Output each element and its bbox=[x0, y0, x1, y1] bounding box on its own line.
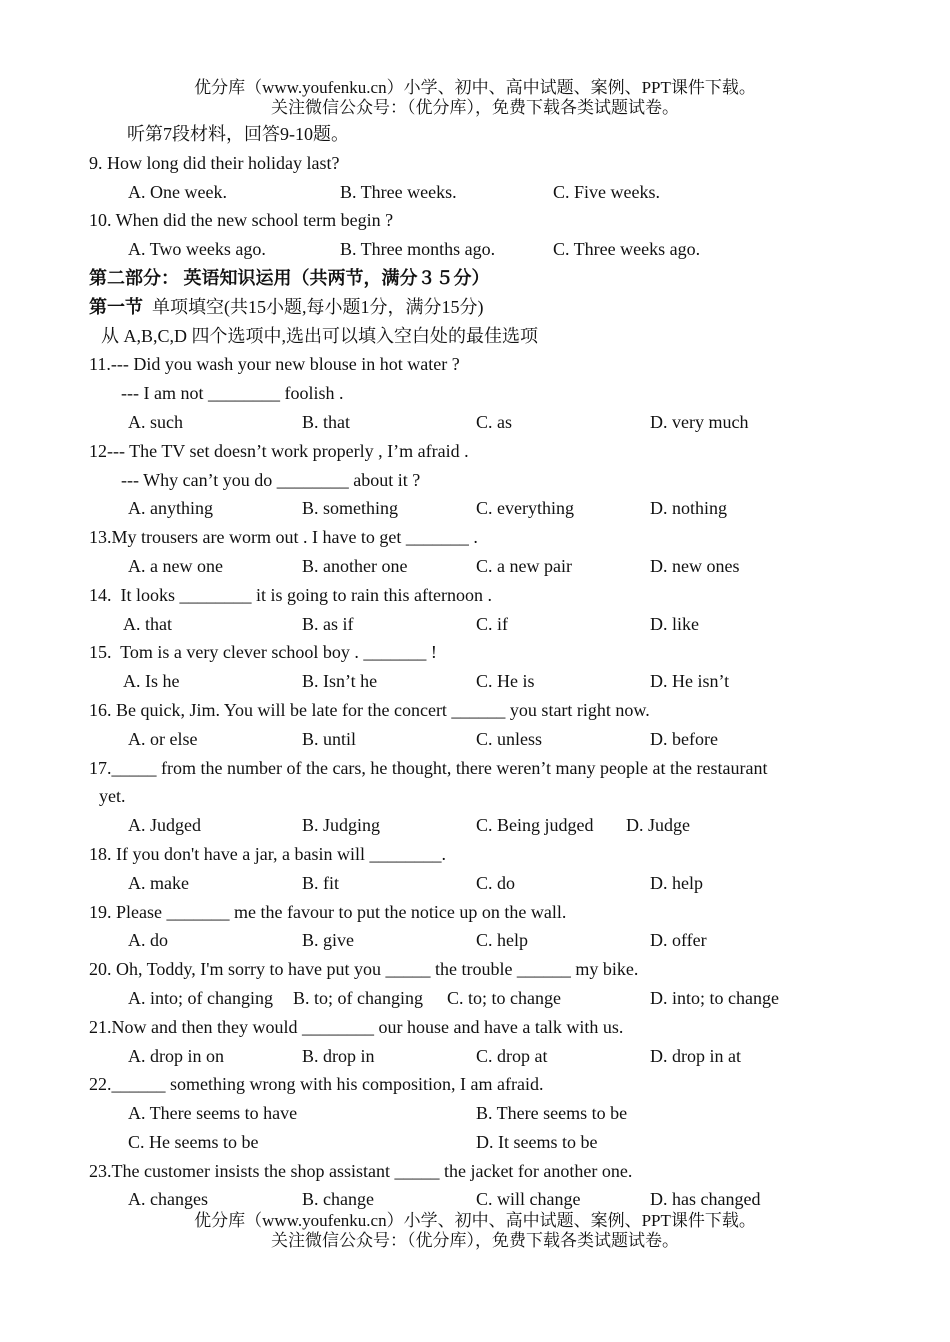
section-instruction: 从 A,B,C,D 四个选项中,选出可以填入空白处的最佳选项 bbox=[101, 325, 539, 346]
question-20-options bbox=[89, 984, 829, 1013]
q15-option-d: D. He isn’t bbox=[650, 671, 730, 692]
question-23-stem: 23.The customer insists the shop assistant _____ the jacket for another one. bbox=[89, 1160, 633, 1181]
question-17-stem-2: yet. bbox=[99, 786, 126, 807]
q19-option-d: D. offer bbox=[650, 930, 707, 951]
q19-option-c: C. help bbox=[476, 930, 528, 951]
q21-option-d: D. drop in at bbox=[650, 1045, 741, 1066]
q23-option-a: A. changes bbox=[128, 1189, 208, 1210]
q12-option-d: D. nothing bbox=[650, 498, 728, 519]
q11-option-a: A. such bbox=[128, 411, 183, 432]
section-1-label: 第一节 bbox=[89, 296, 143, 317]
q17-option-c: C. Being judged bbox=[476, 815, 594, 836]
question-14-stem: 14. It looks ________ it is going to rain this afternoon . bbox=[89, 584, 492, 605]
section-1-heading bbox=[89, 293, 829, 322]
question-19-stem: 19. Please _______ me the favour to put the notice up on the wall. bbox=[89, 901, 567, 922]
q9-option-b: B. Three weeks. bbox=[340, 181, 457, 202]
question-11-stem: 11.--- Did you wash your new blouse in hot water ? bbox=[89, 354, 460, 375]
q12-option-b: B. something bbox=[302, 498, 399, 519]
q23-option-d: D. has changed bbox=[650, 1189, 761, 1210]
q23-option-c: C. will change bbox=[476, 1189, 581, 1210]
q20-option-b: B. to; of changing bbox=[293, 987, 423, 1008]
q16-option-b: B. until bbox=[302, 728, 357, 749]
question-18-options bbox=[89, 869, 829, 898]
q15-option-b: B. Isn’t he bbox=[302, 671, 378, 692]
question-22-options-row-1 bbox=[89, 1099, 829, 1128]
question-17-stem: 17._____ from the number of the cars, he thought, there weren’t many people at the restaurant bbox=[89, 757, 768, 778]
page-header bbox=[0, 78, 950, 118]
q12-option-a: A. anything bbox=[128, 498, 213, 519]
question-9-stem: 9. How long did their holiday last? bbox=[89, 152, 340, 173]
q20-option-c: C. to; to change bbox=[447, 987, 561, 1008]
question-14-options bbox=[89, 610, 829, 639]
q23-option-b: B. change bbox=[302, 1189, 374, 1210]
q13-option-c: C. a new pair bbox=[476, 555, 572, 576]
question-22-stem: 22.______ something wrong with his composition, I am afraid. bbox=[89, 1074, 544, 1095]
q16-option-a: A. or else bbox=[128, 728, 198, 749]
question-12-stem-2: --- Why can’t you do ________ about it ? bbox=[121, 469, 421, 490]
question-15-stem: 15. Tom is a very clever school boy . _______ ! bbox=[89, 642, 437, 663]
q14-option-c: C. if bbox=[476, 613, 509, 634]
question-17-options bbox=[89, 811, 829, 840]
q18-option-a: A. make bbox=[128, 872, 189, 893]
q17-option-b: B. Judging bbox=[302, 815, 381, 836]
q11-option-d: D. very much bbox=[650, 411, 749, 432]
footer-line-1: 优分库（www.youfenku.cn）小学、初中、高中试题、案例、PPT课件下载。 bbox=[194, 1211, 756, 1230]
q20-option-a: A. into; of changing bbox=[128, 987, 273, 1008]
q21-option-a: A. drop in on bbox=[128, 1045, 224, 1066]
page-footer bbox=[0, 1211, 950, 1251]
q21-option-c: C. drop at bbox=[476, 1045, 548, 1066]
section-1-description: 单项填空(共15小题,每小题1分，满分15分) bbox=[143, 296, 484, 317]
q16-option-d: D. before bbox=[650, 728, 718, 749]
q21-option-b: B. drop in bbox=[302, 1045, 375, 1066]
header-line-2: 关注微信公众号：（优分库），免费下载各类试题试卷。 bbox=[271, 98, 679, 117]
header-line-1: 优分库（www.youfenku.cn）小学、初中、高中试题、案例、PPT课件下载。 bbox=[194, 78, 756, 97]
q17-option-a: A. Judged bbox=[128, 815, 201, 836]
question-11-options bbox=[89, 408, 829, 437]
question-13-options bbox=[89, 552, 829, 581]
question-10-stem: 10. When did the new school term begin ? bbox=[89, 210, 394, 231]
q11-option-c: C. as bbox=[476, 411, 512, 432]
q22-option-a: A. There seems to have bbox=[128, 1103, 298, 1124]
q22-option-c: C. He seems to be bbox=[128, 1131, 259, 1152]
exam-content bbox=[89, 120, 829, 1214]
question-9-options bbox=[89, 178, 829, 207]
q14-option-a: A. that bbox=[123, 613, 172, 634]
question-18-stem: 18. If you don't have a jar, a basin will ________. bbox=[89, 843, 446, 864]
footer-line-2: 关注微信公众号：（优分库），免费下载各类试题试卷。 bbox=[271, 1231, 679, 1250]
q12-option-c: C. everything bbox=[476, 498, 574, 519]
q9-option-a: A. One week. bbox=[128, 181, 227, 202]
q15-option-a: A. Is he bbox=[123, 671, 180, 692]
question-16-options bbox=[89, 725, 829, 754]
q10-option-a: A. Two weeks ago. bbox=[128, 239, 266, 260]
q10-option-c: C. Three weeks ago. bbox=[553, 239, 701, 260]
question-10-options bbox=[89, 235, 829, 264]
q14-option-b: B. as if bbox=[302, 613, 354, 634]
q19-option-b: B. give bbox=[302, 930, 354, 951]
question-12-stem: 12--- The TV set doesn’t work properly , I’m afraid . bbox=[89, 440, 469, 461]
question-12-options bbox=[89, 494, 829, 523]
question-21-stem: 21.Now and then they would ________ our house and have a talk with us. bbox=[89, 1016, 624, 1037]
q17-option-d: D. Judge bbox=[626, 815, 690, 836]
q9-option-c: C. Five weeks. bbox=[553, 181, 660, 202]
listening-section-instruction: 听第7段材料，回答9-10题。 bbox=[127, 124, 349, 144]
q10-option-b: B. Three months ago. bbox=[340, 239, 496, 260]
q13-option-b: B. another one bbox=[302, 555, 408, 576]
q18-option-c: C. do bbox=[476, 872, 516, 893]
q13-option-a: A. a new one bbox=[128, 555, 223, 576]
question-22-options-row-2 bbox=[89, 1128, 829, 1157]
part-2-title: 第二部分： 英语知识运用（共两节，满分３５分） bbox=[89, 267, 490, 288]
q22-option-b: B. There seems to be bbox=[476, 1103, 628, 1124]
q13-option-d: D. new ones bbox=[650, 555, 740, 576]
q16-option-c: C. unless bbox=[476, 728, 543, 749]
q14-option-d: D. like bbox=[650, 613, 699, 634]
question-23-options bbox=[89, 1185, 829, 1214]
question-16-stem: 16. Be quick, Jim. You will be late for the concert ______ you start right now. bbox=[89, 699, 650, 720]
question-21-options bbox=[89, 1042, 829, 1071]
q15-option-c: C. He is bbox=[476, 671, 535, 692]
question-11-stem-2: --- I am not ________ foolish . bbox=[121, 383, 344, 404]
q18-option-b: B. fit bbox=[302, 872, 340, 893]
q22-option-d: D. It seems to be bbox=[476, 1131, 598, 1152]
q18-option-d: D. help bbox=[650, 872, 703, 893]
question-20-stem: 20. Oh, Toddy, I'm sorry to have put you _____ the trouble ______ my bike. bbox=[89, 959, 639, 980]
question-15-options bbox=[89, 667, 829, 696]
q20-option-d: D. into; to change bbox=[650, 987, 779, 1008]
question-13-stem: 13.My trousers are worm out . I have to get _______ . bbox=[89, 527, 478, 548]
q19-option-a: A. do bbox=[128, 930, 168, 951]
q11-option-b: B. that bbox=[302, 411, 350, 432]
question-19-options bbox=[89, 926, 829, 955]
